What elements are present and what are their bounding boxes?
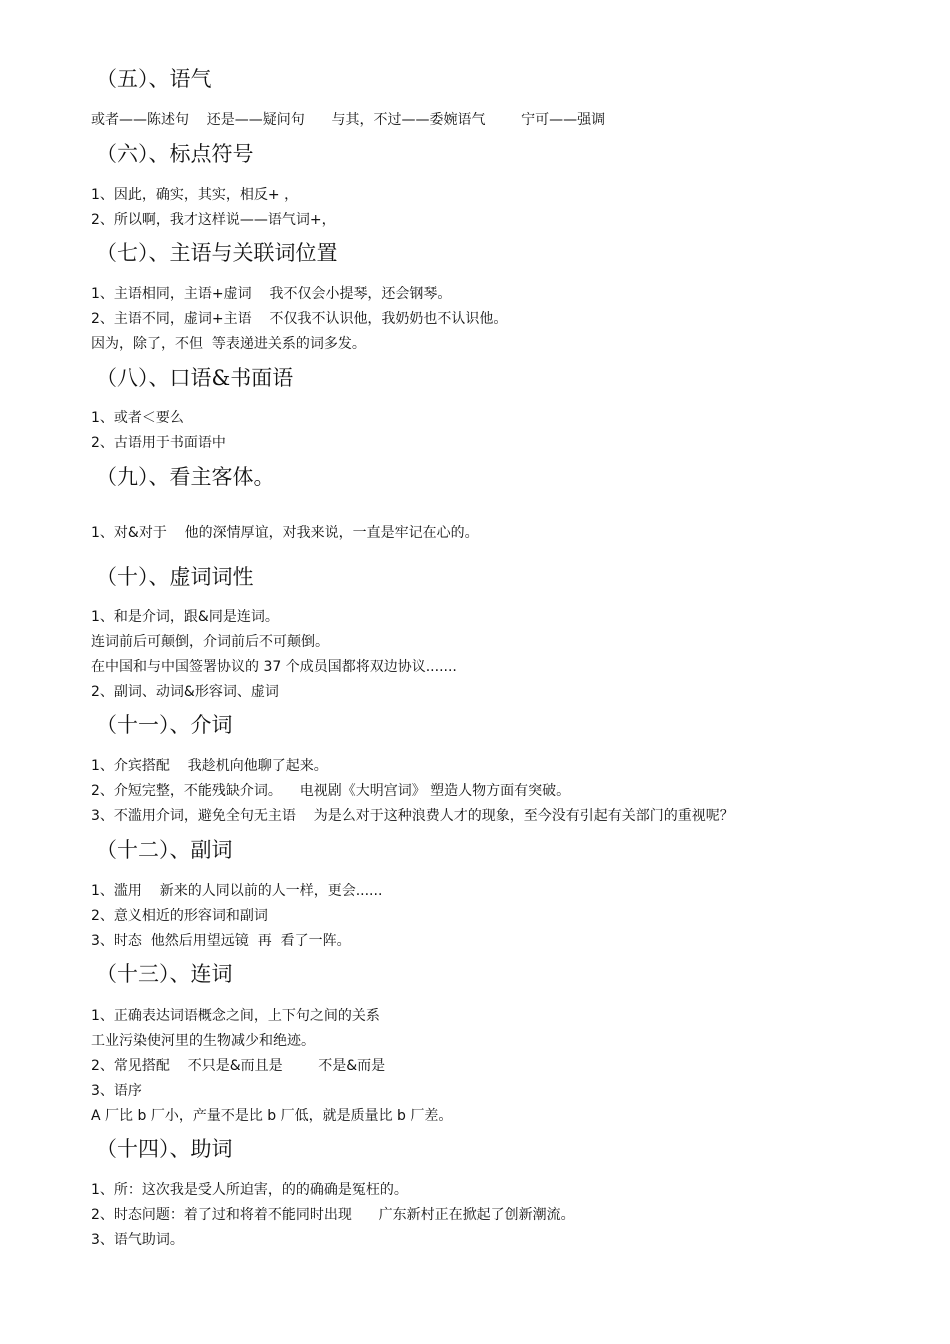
section-7-line-3: 因为，除了，不但 等表递进关系的词多发。 bbox=[91, 336, 366, 352]
section-10-line-1: 1、和是介词，跟&同是连词。 bbox=[91, 609, 279, 625]
section-5-line-1: 或者——陈述句 还是——疑问句 与其，不过——委婉语气 宁可——强调 bbox=[91, 112, 606, 128]
section-13-line-3: 2、常见搭配 不只是&而且是 不是&而是 bbox=[91, 1058, 386, 1074]
section-13-line-2: 工业污染使河里的生物减少和绝迹。 bbox=[91, 1033, 315, 1049]
section-14-line-1: 1、所：这次我是受人所迫害，的的确确是冤枉的。 bbox=[91, 1182, 408, 1198]
section-13-line-1: 1、正确表达词语概念之间，上下句之间的关系 bbox=[91, 1008, 380, 1024]
section-11-line-1: 1、介宾搭配 我趁机向他聊了起来。 bbox=[91, 758, 328, 774]
section-heading-8: （八）、口语&书面语 bbox=[96, 366, 294, 390]
section-heading-12: （十二）、副词 bbox=[96, 838, 233, 862]
section-heading-9: （九）、看主客体。 bbox=[96, 465, 275, 489]
section-8-line-1: 1、或者＜要么 bbox=[91, 410, 184, 426]
section-6-line-1: 1、因此，确实，其实，相反+ ， bbox=[91, 187, 299, 203]
section-heading-14: （十四）、助词 bbox=[96, 1137, 233, 1161]
section-13-line-4: 3、语序 bbox=[91, 1083, 142, 1099]
section-12-line-3: 3、时态 他然后用望远镜 再 看了一阵。 bbox=[91, 933, 351, 949]
section-6-line-2: 2、所以啊，我才这样说——语气词+， bbox=[91, 212, 336, 228]
section-10-line-3: 在中国和与中国签署协议的 37 个成员国都将双边协议....... bbox=[91, 659, 457, 675]
section-heading-11: （十一）、介词 bbox=[96, 713, 233, 737]
section-14-line-2: 2、时态问题：着了过和将着不能同时出现 广东新村正在掀起了创新潮流。 bbox=[91, 1207, 575, 1223]
section-7-line-1: 1、主语相同，主语+虚词 我不仅会小提琴，还会钢琴。 bbox=[91, 286, 452, 302]
section-11-line-3: 3、不滥用介词，避免全句无主语 为是么对于这种浪费人才的现象，至今没有引起有关部门的重视呢？ bbox=[91, 808, 734, 824]
section-8-line-2: 2、古语用于书面语中 bbox=[91, 435, 226, 451]
section-heading-5: （五）、语气 bbox=[96, 67, 212, 91]
section-12-line-2: 2、意义相近的形容词和副词 bbox=[91, 908, 268, 924]
section-14-line-3: 3、语气助词。 bbox=[91, 1232, 184, 1248]
section-heading-6: （六）、标点符号 bbox=[96, 142, 254, 166]
section-heading-10: （十）、虚词词性 bbox=[96, 565, 254, 589]
section-13-line-5: A 厂比 b 厂小，产量不是比 b 厂低，就是质量比 b 厂差。 bbox=[91, 1108, 453, 1124]
section-heading-7: （七）、主语与关联词位置 bbox=[96, 241, 338, 265]
section-heading-13: （十三）、连词 bbox=[96, 962, 233, 986]
section-9-line-1: 1、对&对于 他的深情厚谊，对我来说，一直是牢记在心的。 bbox=[91, 525, 479, 541]
section-10-line-2: 连词前后可颠倒，介词前后不可颠倒。 bbox=[91, 634, 329, 650]
section-11-line-2: 2、介短完整，不能残缺介词。 电视剧《大明宫词》 塑造人物方面有突破。 bbox=[91, 783, 571, 799]
section-7-line-2: 2、主语不同，虚词+主语 不仅我不认识他，我奶奶也不认识他。 bbox=[91, 311, 508, 327]
section-10-line-4: 2、副词、动词&形容词、虚词 bbox=[91, 684, 279, 700]
section-12-line-1: 1、滥用 新来的人同以前的人一样，更会...... bbox=[91, 883, 383, 899]
